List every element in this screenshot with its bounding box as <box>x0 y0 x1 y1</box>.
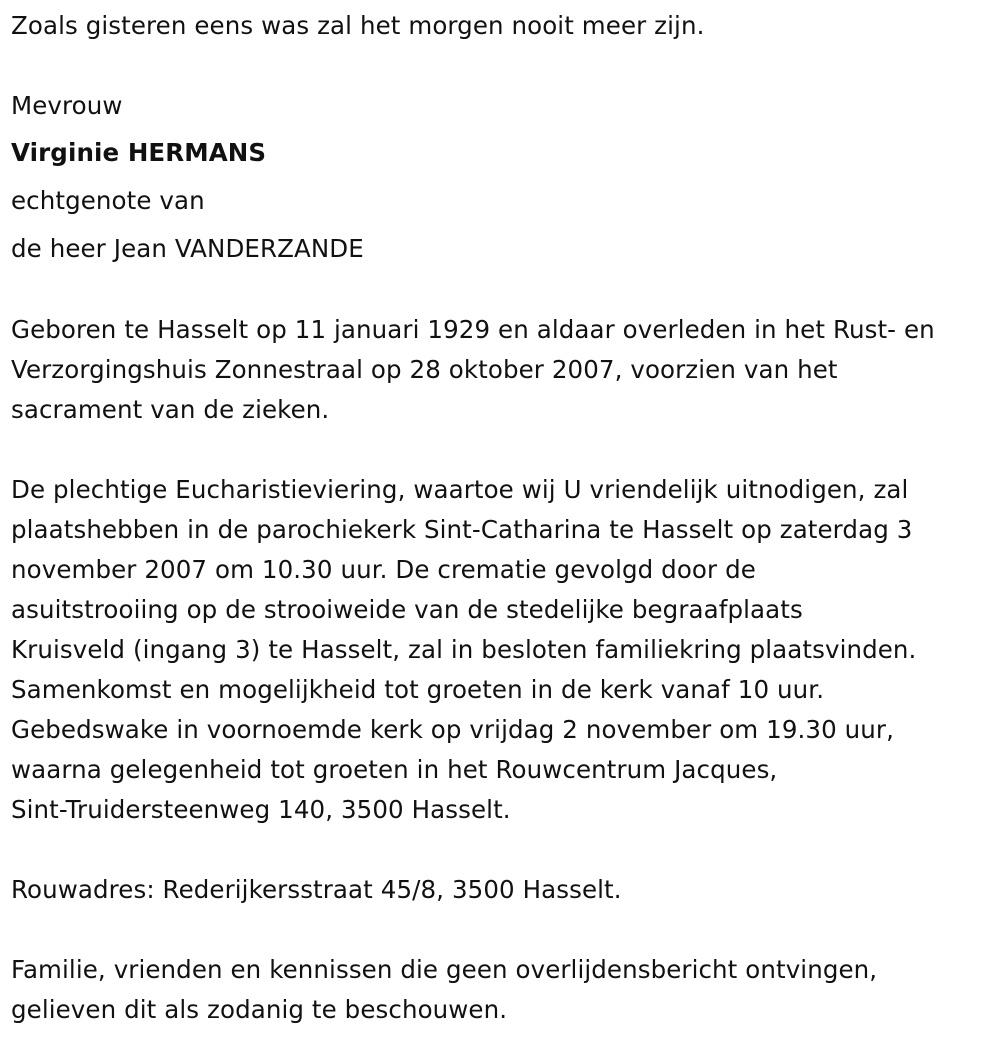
paragraph-line: november 2007 om 10.30 uur. De crematie gevolgd door de <box>11 555 756 584</box>
paragraph-line: Verzorgingshuis Zonnestraal op 28 oktober 2007, voorzien van het <box>11 355 838 384</box>
opening-quote: Zoals gisteren eens was zal het morgen nooit meer zijn. <box>11 11 705 40</box>
paragraph-line: Familie, vrienden en kennissen die geen overlijdensbericht ontvingen, <box>11 955 878 984</box>
paragraph-line: Kruisveld (ingang 3) te Hasselt, zal in besloten familiekring plaatsvinden. <box>11 635 917 664</box>
paragraph-line: gelieven dit als zodanig te beschouwen. <box>11 995 508 1024</box>
birth-death-paragraph <box>11 310 935 430</box>
paragraph-line: Samenkomst en mogelijkheid tot groeten in de kerk vanaf 10 uur. <box>11 675 825 704</box>
spouse-label: echtgenote van <box>11 186 205 215</box>
mourning-address: Rouwadres: Rederijkersstraat 45/8, 3500 Hasselt. <box>11 875 622 904</box>
paragraph-line: asuitstrooiing op de strooiweide van de stedelijke begraafplaats <box>11 595 803 624</box>
paragraph-line: Sint-Truidersteenweg 140, 3500 Hasselt. <box>11 795 511 824</box>
funeral-service-paragraph <box>11 470 916 830</box>
paragraph-line: waarna gelegenheid tot groeten in het Rouwcentrum Jacques, <box>11 755 778 784</box>
deceased-name: Virginie HERMANS <box>11 138 267 167</box>
paragraph-line: Gebedswake in voornoemde kerk op vrijdag 2 november om 19.30 uur, <box>11 715 894 744</box>
paragraph-line: Geboren te Hasselt op 11 januari 1929 en aldaar overleden in het Rust- en <box>11 315 935 344</box>
deceased-title: Mevrouw <box>11 91 123 120</box>
paragraph-line: De plechtige Eucharistieviering, waartoe wij U vriendelijk uitnodigen, zal <box>11 475 909 504</box>
paragraph-line: sacrament van de zieken. <box>11 395 330 424</box>
paragraph-line: plaatshebben in de parochiekerk Sint-Catharina te Hasselt op zaterdag 3 <box>11 515 913 544</box>
spouse-name: de heer Jean VANDERZANDE <box>11 234 364 263</box>
closing-paragraph <box>11 950 877 1030</box>
